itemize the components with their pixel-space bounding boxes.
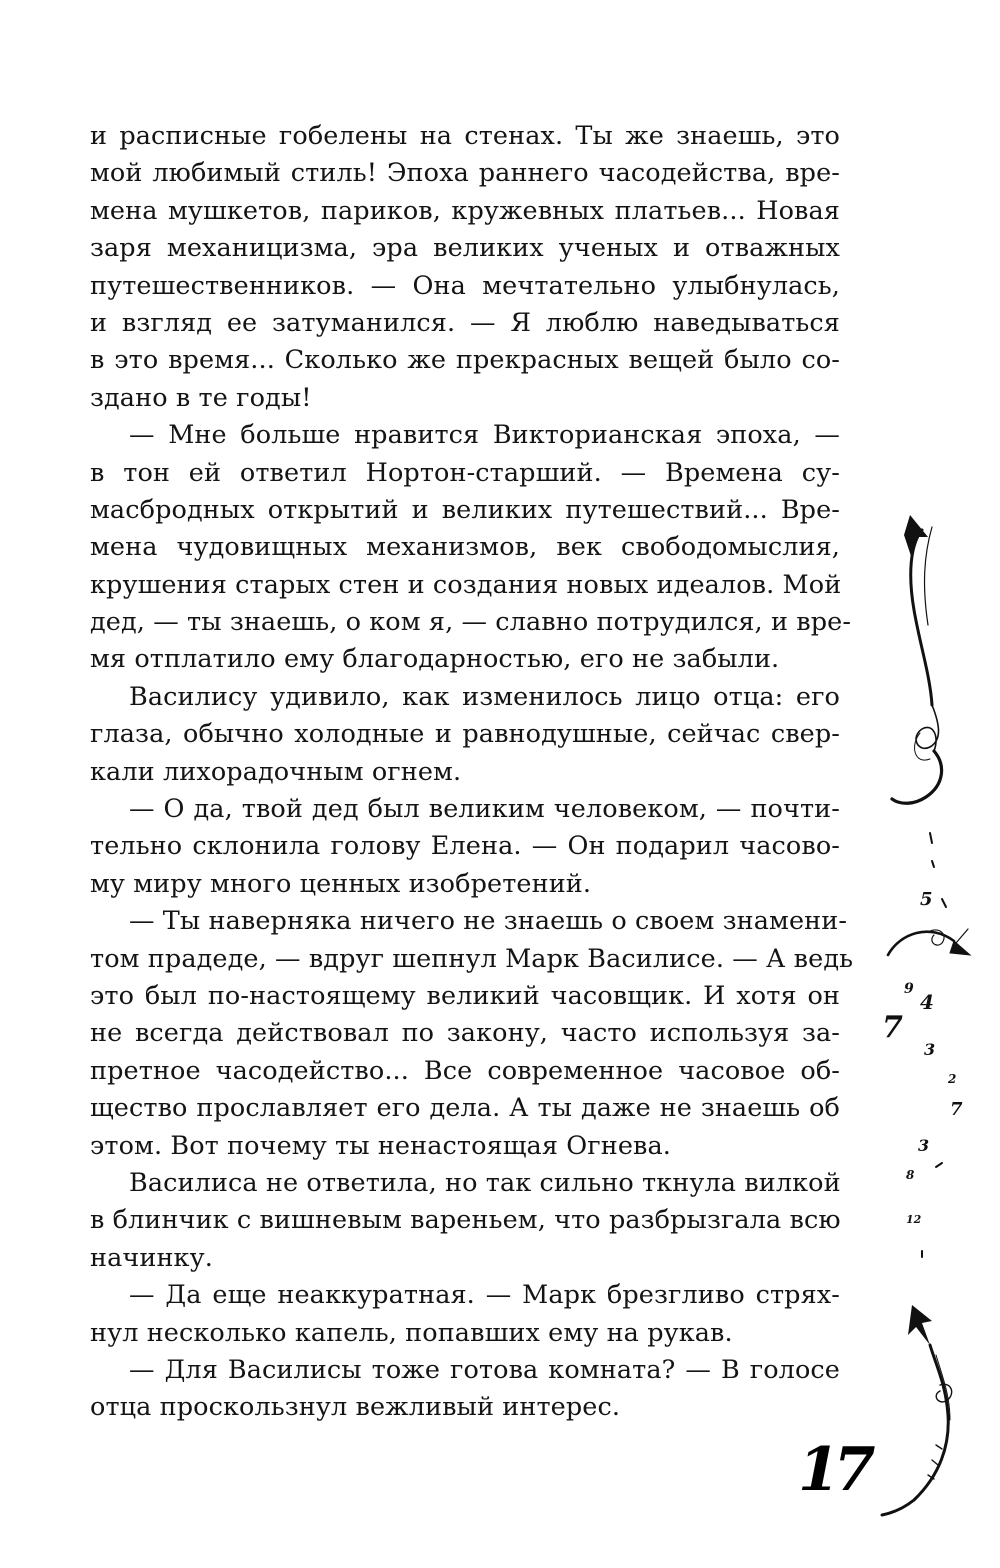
text-line: в блинчик с вишневым вареньем, что разбрызгала всю <box>90 1205 841 1236</box>
text-line: это был по-настоящему великий часовщик. И хотя он <box>90 980 840 1011</box>
text-line: заря механицизма, эра великих ученых и отважных <box>90 233 840 264</box>
ornament-digit: 7 <box>950 1099 963 1120</box>
scattered-digits <box>882 833 963 1257</box>
ornament-digit: 4 <box>920 990 934 1014</box>
middle-flourish-icon <box>888 929 970 955</box>
text-line: в тон ей ответил Нортон-старший. — Времена су- <box>90 457 840 488</box>
text-line: нул несколько капель, попавших ему на рукав. <box>90 1317 733 1348</box>
text-line: глаза, обычно холодные и равнодушные, сейчас свер- <box>90 719 840 750</box>
text-line: не всегда действовал по закону, часто используя за- <box>90 1018 840 1049</box>
text-line: — Ты наверняка ничего не знаешь о своем знамени- <box>129 906 848 937</box>
text-line: — Мне больше нравится Викторианская эпоха, — <box>129 420 840 451</box>
ornament-digit: 3 <box>918 1136 930 1155</box>
upper-arrow-tip-icon <box>904 515 928 559</box>
ornament-digit: 7 <box>882 1010 903 1045</box>
text-line: отца проскользнул вежливый интерес. <box>90 1392 621 1423</box>
text-line: в это время... Сколько же прекрасных вещей было со- <box>90 345 840 376</box>
text-line: путешественников. — Она мечтательно улыбнулась, <box>90 270 840 301</box>
text-line: этом. Вот почему ты ненастоящая Огнева. <box>90 1130 671 1161</box>
text-line: и взгляд ее затуманился. — Я люблю наведываться <box>90 307 840 338</box>
text-line: щество прославляет его дела. А ты даже не знаешь об <box>90 1093 840 1124</box>
ornament-digit: 9 <box>904 981 914 997</box>
text-line: — Да еще неаккуратная. — Марк брезгливо стрях- <box>129 1280 840 1311</box>
text-line: Василису удивило, как изменилось лицо отца: его <box>129 681 840 712</box>
text-line: том прадеде, — вдруг шепнул Марк Василисе. — А ведь <box>90 943 854 974</box>
text-line: мя отплатило ему благодарностью, его не забыли. <box>90 644 780 675</box>
upper-flourish-icon <box>892 527 942 803</box>
text-line: масбродных открытий и великих путешествий... Вре- <box>90 494 840 525</box>
ornament-digit: 3 <box>924 1040 936 1059</box>
ornament-digit: 12 <box>906 1213 922 1226</box>
text-line: крушения старых стен и создания новых идеалов. Мой <box>90 569 842 600</box>
text-line: тельно склонила голову Елена. — Он подарил часово- <box>90 831 840 862</box>
ornament-digit: 5 <box>920 889 933 910</box>
body-text <box>90 118 854 1427</box>
lower-flourish-icon <box>882 1345 952 1515</box>
text-line: — О да, твой дед был великим человеком, — почти- <box>129 794 840 825</box>
ornament-digit: 8 <box>906 1168 915 1182</box>
text-line: мена чудовищных механизмов, век свободомыслия, <box>90 532 840 563</box>
text-line: мена мушкетов, париков, кружевных платьев... Новая <box>90 195 840 226</box>
lower-arrow-tip-icon <box>908 1305 932 1345</box>
text-line: дед, — ты знаешь, о ком я, — славно потрудился, и вре- <box>90 607 852 638</box>
text-line: здано в те годы! <box>90 382 312 413</box>
text-line: мой любимый стиль! Эпоха раннего часодейства, вре- <box>90 158 840 189</box>
text-line: — Для Василисы тоже готова комната? — В голосе <box>129 1354 840 1385</box>
text-line: му миру много ценных изобретений. <box>90 868 592 899</box>
text-line: и расписные гобелены на стенах. Ты же знаешь, это <box>90 121 840 151</box>
ornament-digit: 2 <box>948 1072 957 1086</box>
clock-hand-ornament-icon <box>870 515 990 1525</box>
text-line: Василиса не ответила, но так сильно ткнула вилкой <box>129 1167 841 1198</box>
text-line: кали лихорадочным огнем. <box>90 756 462 787</box>
text-line: начинку. <box>90 1242 213 1273</box>
text-line: претное часодейство... Все современное часовое об- <box>90 1055 840 1086</box>
page-number: 17 <box>798 1435 870 1505</box>
